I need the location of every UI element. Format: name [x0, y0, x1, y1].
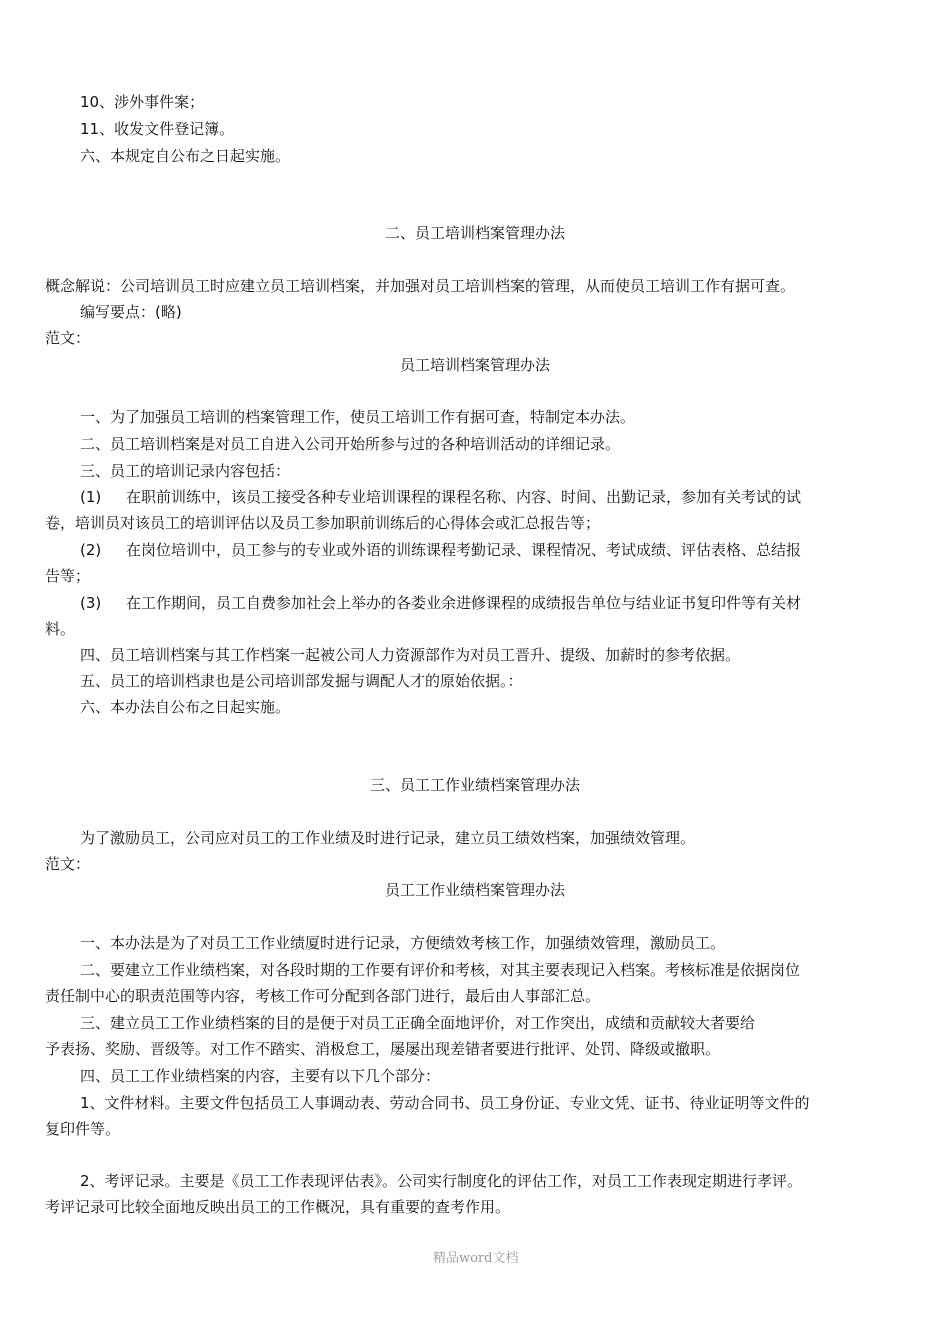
sub-item-continuation: 卷，培训员对该员工的培训评估以及员工参加职前训练后的心得体会或汇总报告等； [45, 514, 601, 532]
list-item: 2、考评记录。主要是《员工工作表现评估表》。公司实行制度化的评估工作，对员工工作表现定期进行孝评。 [80, 1172, 803, 1190]
paragraph: 五、员工的培训档隶也是公司培训部发掘与调配人才的原始依据。： [80, 672, 523, 690]
paragraph: 二、要建立工作业绩档案，对各段时期的工作要有评价和考核，对其主要表现记入档案。考核标准是依据岗位 [80, 961, 801, 979]
paragraph: 二、员工培训档案是对员工自进入公司开始所参与过的各种培训活动的详细记录。 [80, 435, 621, 453]
sub-item-2 [80, 540, 801, 560]
sub-item-text: 在岗位培训中，员工参与的专业或外语的训练课程考勤记录、课程情况、考试成绩、评估表格、总结报 [126, 541, 802, 559]
sample-label: 范文： [45, 855, 91, 873]
key-points: 编写要点：(略) [80, 303, 182, 321]
paragraph-continuation: 予表扬、奖励、晋级等。对工作不踏实、消极怠工，屡屡出现差错者要进行批评、处罚、降级或撤职。 [45, 1040, 721, 1058]
sub-item-text: 在职前训练中，该员工接受各种专业培训课程的课程名称、内容、时间、出勤记录，参加有关考试的试 [126, 488, 802, 506]
document-title: 员工培训档案管理办法 [399, 356, 550, 374]
sub-item-continuation: 告等； [45, 567, 91, 585]
list-item-11: 11、收发文件登记簿。 [80, 120, 235, 138]
sub-item-number: (1) [80, 488, 102, 506]
paragraph: 三、建立员工工作业绩档案的目的是便于对员工正确全面地评价，对工作突出，成绩和贡献较大者要给 [80, 1014, 756, 1032]
paragraph-continuation: 责任制中心的职责范围等内容，考核工作可分配到各部门进行，最后由人事部汇总。 [45, 987, 601, 1005]
list-item-continuation: 复印件等。 [45, 1120, 121, 1138]
list-item-continuation: 考评记录可比较全面地反映出员工的工作概况，具有重要的查考作用。 [45, 1198, 511, 1216]
section-heading: 二、员工培训档案管理办法 [384, 224, 565, 242]
sub-item-text: 在工作期间，员工自费参加社会上举办的各娄业余进修课程的成绩报告单位与结业证书复印件等有关材 [126, 594, 802, 612]
section-heading: 三、员工工作业绩档案管理办法 [369, 776, 580, 794]
intro-paragraph: 为了激励员工，公司应对员工的工作业绩及时进行记录，建立员工绩效档案，加强绩效管理。 [80, 829, 696, 847]
sub-item-continuation: 料。 [45, 620, 76, 638]
paragraph: 四、员工培训档案与其工作档案一起被公司人力资源部作为对员工晋升、提级、加薪时的参考依据。 [80, 646, 741, 664]
list-item: 1、文件材料。主要文件包括员工人事调动表、劳动合同书、员工身份证、专业文凭、证书、待业证明等文件的 [80, 1094, 810, 1112]
sub-item-number: (2) [80, 541, 102, 559]
paragraph: 一、为了加强员工培训的档案管理工作，使员工培训工作有据可查，特制定本办法。 [80, 408, 636, 426]
paragraph: 三、员工的培训记录内容包括： [80, 462, 291, 480]
sub-item-3 [80, 593, 801, 613]
list-item-10: 10、涉外事件案； [80, 93, 205, 111]
sub-item-1 [80, 487, 801, 507]
paragraph: 四、员工工作业绩档案的内容，主要有以下几个部分： [80, 1067, 441, 1085]
footer-watermark: 精品word文档 [433, 1251, 519, 1266]
paragraph: 一、本办法是为了对员工工作业绩厦时进行记录，方便绩效考核工作，加强绩效管理，激励员工。 [80, 934, 726, 952]
paragraph: 六、本办法自公布之日起实施。 [80, 698, 291, 716]
sub-item-number: (3) [80, 594, 102, 612]
effective-clause: 六、本规定自公布之日起实施。 [80, 147, 291, 165]
document-title: 员工工作业绩档案管理办法 [384, 881, 565, 899]
concept-paragraph: 概念解说：公司培训员工时应建立员工培训档案，并加强对员工培训档案的管理，从而使员工培训工作有据可查。 [45, 277, 796, 295]
sample-label: 范文： [45, 329, 91, 347]
